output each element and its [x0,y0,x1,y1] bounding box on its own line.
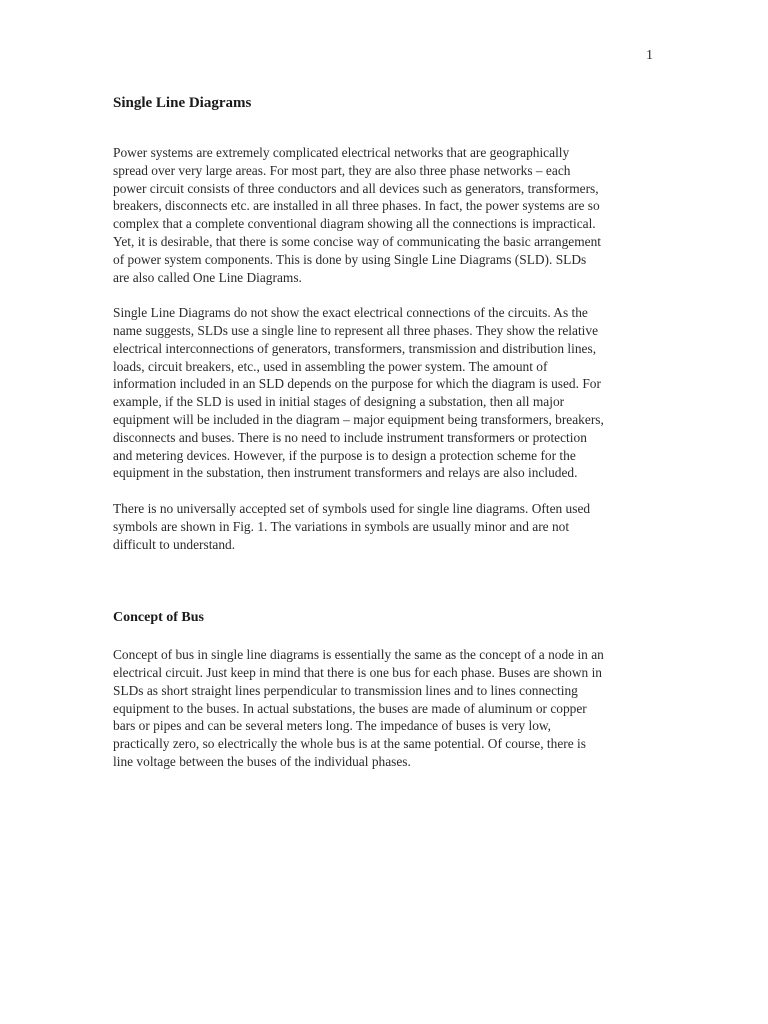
text-line: Yet, it is desirable, that there is some concise way of communicating the basic arrangement [113,233,601,249]
paragraph-sld-description [113,304,657,482]
text-line: complex that a complete conventional diagram showing all the connections is impractical. [113,216,596,232]
text-line: loads, circuit breakers, etc., used in assembling the power system. The amount of [113,358,548,374]
text-line: power circuit consists of three conductors and all devices such as generators, transformers, [113,180,599,196]
document-body [113,94,657,789]
text-line: bars or pipes and can be several meters long. The impedance of buses is very low, [113,718,552,734]
page-number: 1 [646,48,653,63]
page-title: Single Line Diagrams [113,95,252,111]
section-heading: Concept of Bus [113,610,205,626]
text-line: There is no universally accepted set of symbols used for single line diagrams. Often used [113,500,591,516]
text-line: electrical circuit. Just keep in mind that there is one bus for each phase. Buses are shown in [113,664,602,680]
text-line: information included in an SLD depends on the purpose for which the diagram is used. For [113,376,601,392]
text-line: line voltage between the buses of the individual phases. [113,753,411,769]
paragraph-intro [113,144,657,286]
text-line: Single Line Diagrams do not show the exact electrical connections of the circuits. As the [113,305,588,321]
paragraph-concept-of-bus [113,646,657,771]
text-line: equipment will be included in the diagram – major equipment being transformers, breakers, [113,411,604,427]
text-line: electrical interconnections of generators, transformers, transmission and distribution lines, [113,340,597,356]
text-line: example, if the SLD is used in initial stages of designing a substation, then all major [113,394,565,410]
text-line: practically zero, so electrically the whole bus is at the same potential. Of course, there is [113,736,586,752]
text-line: Power systems are extremely complicated electrical networks that are geographically [113,145,570,160]
text-line: name suggests, SLDs use a single line to represent all three phases. They show the relative [113,322,599,338]
text-line: are also called One Line Diagrams. [113,269,302,285]
text-line: Concept of bus in single line diagrams is essentially the same as the concept of a node in an [113,647,604,663]
paragraph-symbols [113,500,657,553]
text-line: equipment in the substation, then instrument transformers and relays are also included. [113,465,578,481]
text-line: of power system components. This is done by using Single Line Diagrams (SLD). SLDs [113,251,587,267]
text-line: disconnects and buses. There is no need to include instrument transformers or protection [113,429,587,445]
text-line: spread over very large areas. For most part, they are also three phase networks – each [113,162,571,178]
text-line: SLDs as short straight lines perpendicular to transmission lines and to lines connecting [113,682,578,698]
text-line: and metering devices. However, if the purpose is to design a protection scheme for the [113,447,576,463]
text-line: symbols are shown in Fig. 1. The variations in symbols are usually minor and are not [113,518,570,534]
text-line: breakers, disconnects etc. are installed in all three phases. In fact, the power systems are so [113,198,600,214]
section-spacer [113,571,657,609]
text-line: equipment to the buses. In actual substations, the buses are made of aluminum or copper [113,700,587,716]
text-line: difficult to understand. [113,536,236,552]
